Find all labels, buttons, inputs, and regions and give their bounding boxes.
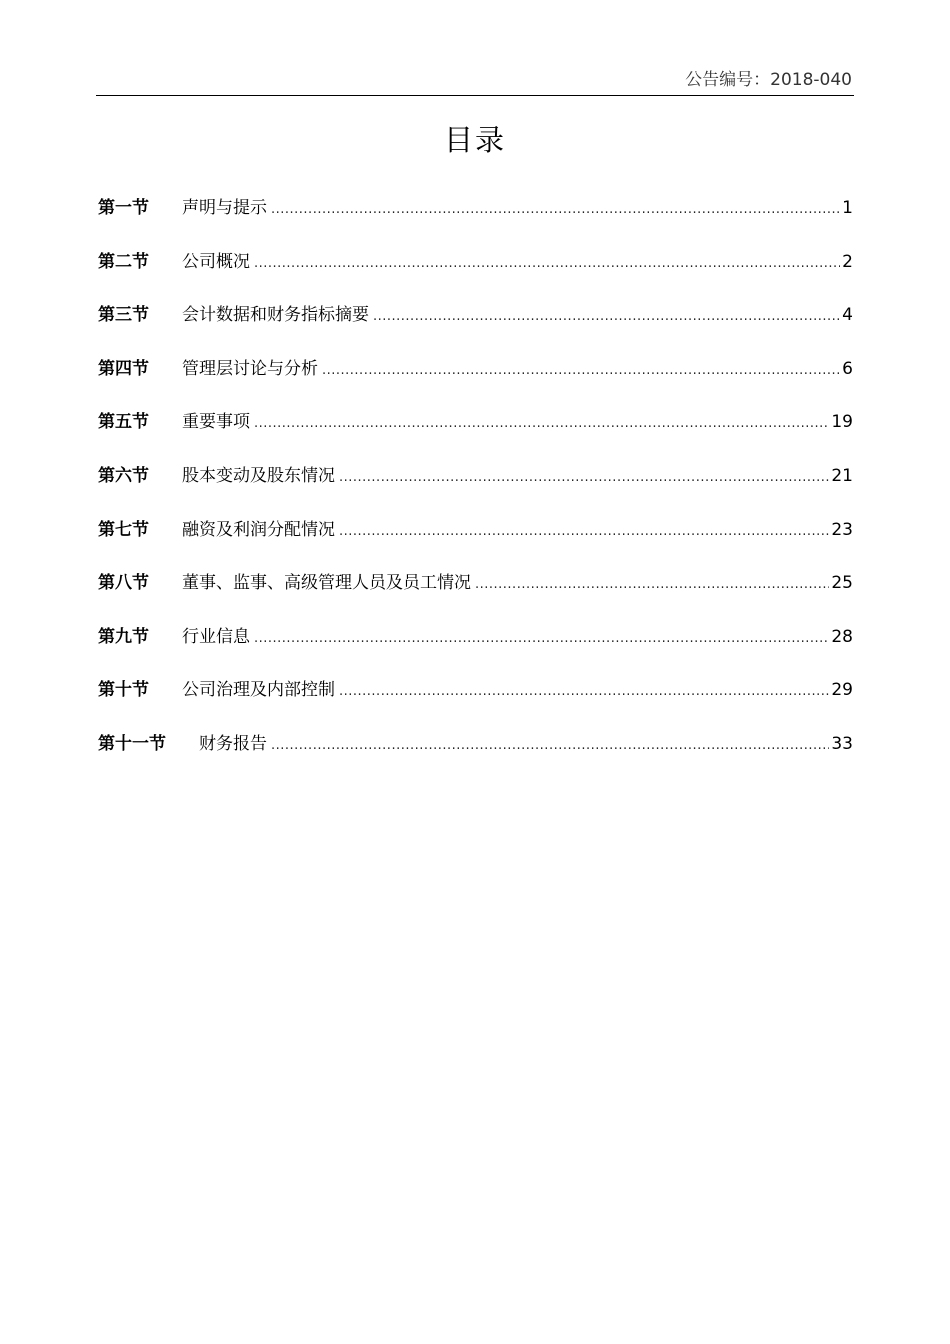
dot-leader xyxy=(271,730,829,762)
toc-entry[interactable] xyxy=(98,460,853,514)
toc-section-number: 第三节 xyxy=(98,305,149,326)
toc-section-number: 第五节 xyxy=(98,412,149,433)
toc-entry[interactable] xyxy=(98,514,853,568)
toc-section-number: 第二节 xyxy=(98,251,149,272)
toc-page-number: 21 xyxy=(831,465,853,486)
table-of-contents xyxy=(98,192,853,782)
announcement-number: 公告编号：2018-040 xyxy=(685,70,852,90)
toc-page-number: 1 xyxy=(842,198,853,218)
page-header xyxy=(96,66,854,96)
toc-section-number: 第七节 xyxy=(98,519,149,540)
toc-section-number: 第八节 xyxy=(98,573,149,594)
toc-entry[interactable] xyxy=(98,353,853,407)
toc-page-number: 28 xyxy=(831,626,853,647)
toc-section-number: 第十一节 xyxy=(98,733,166,754)
toc-section-number: 第六节 xyxy=(98,465,149,486)
toc-page-number: 19 xyxy=(831,412,853,433)
toc-entry[interactable] xyxy=(98,246,853,300)
dot-leader xyxy=(339,462,829,494)
dot-leader xyxy=(339,516,829,548)
toc-page-number: 4 xyxy=(842,305,853,326)
toc-page-number: 29 xyxy=(831,680,853,701)
dot-leader xyxy=(339,676,829,708)
toc-section-title: 会计数据和财务指标摘要 xyxy=(182,305,369,326)
toc-entry[interactable] xyxy=(98,621,853,675)
toc-section-number: 第一节 xyxy=(98,198,149,218)
toc-page-number: 6 xyxy=(842,358,853,379)
toc-page-number: 25 xyxy=(831,573,853,594)
dot-leader xyxy=(254,623,829,655)
toc-entry[interactable] xyxy=(98,674,853,728)
toc-section-title: 董事、监事、高级管理人员及员工情况 xyxy=(182,573,471,594)
toc-section-number: 第十节 xyxy=(98,680,149,701)
toc-section-number: 第四节 xyxy=(98,358,149,379)
toc-entry[interactable] xyxy=(98,728,853,782)
dot-leader xyxy=(254,408,829,440)
toc-section-title: 公司概况 xyxy=(182,251,250,272)
dot-leader xyxy=(271,194,840,226)
toc-page-number: 2 xyxy=(842,251,853,272)
toc-entry[interactable] xyxy=(98,406,853,460)
toc-section-title: 股本变动及股东情况 xyxy=(182,465,335,486)
toc-section-number: 第九节 xyxy=(98,626,149,647)
dot-leader xyxy=(373,301,840,333)
toc-section-title: 声明与提示 xyxy=(182,198,267,218)
toc-section-title: 财务报告 xyxy=(199,733,267,754)
dot-leader xyxy=(475,569,829,601)
toc-entry[interactable] xyxy=(98,567,853,621)
toc-entry[interactable] xyxy=(98,192,853,246)
toc-section-title: 重要事项 xyxy=(182,412,250,433)
page-title: 目录 xyxy=(443,123,506,157)
dot-leader xyxy=(322,355,840,387)
toc-entry[interactable] xyxy=(98,299,853,353)
toc-section-title: 管理层讨论与分析 xyxy=(182,358,318,379)
toc-section-title: 行业信息 xyxy=(182,626,250,647)
toc-page-number: 23 xyxy=(831,519,853,540)
toc-section-title: 融资及利润分配情况 xyxy=(182,519,335,540)
toc-page-number: 33 xyxy=(831,733,853,754)
toc-section-title: 公司治理及内部控制 xyxy=(182,680,335,701)
dot-leader xyxy=(254,248,840,280)
